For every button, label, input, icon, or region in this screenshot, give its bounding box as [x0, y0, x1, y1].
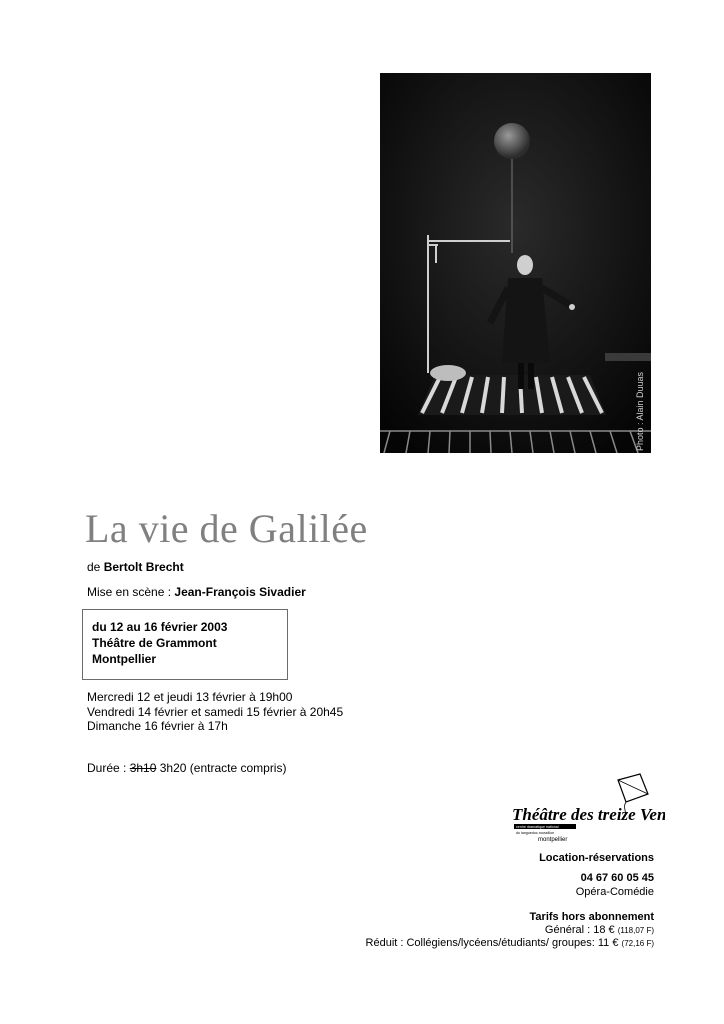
author-prefix: de	[87, 560, 101, 574]
schedule-item: Vendredi 14 février et samedi 15 février à 20h45	[87, 704, 344, 719]
price-general-label: Général : 18 €	[544, 924, 615, 936]
prices-heading: Tarifs hors abonnement	[529, 911, 654, 923]
theatre-logo	[500, 772, 665, 847]
logo-tagline-1: centre dramatique national	[516, 825, 559, 829]
duration-label: Durée :	[87, 761, 127, 775]
schedule-item: Mercredi 12 et jeudi 13 février à 19h00	[87, 690, 293, 704]
author-line	[87, 560, 184, 574]
booking-heading: Location-réservations	[539, 852, 654, 864]
director-name: Jean-François Sivadier	[174, 585, 306, 599]
price-reduced	[366, 937, 654, 949]
price-reduced-francs: (72,16 F)	[621, 939, 654, 948]
duration-old: 3h10	[129, 761, 157, 775]
venue-box	[82, 609, 288, 680]
stage-photo-image	[380, 73, 651, 453]
photo-credit: Photo : Alain Duuas	[635, 371, 645, 451]
schedule-list	[87, 690, 343, 734]
author-name: Bertolt Brecht	[103, 560, 184, 574]
performance-dates: du 12 au 16 février 2003	[92, 620, 228, 634]
production-photo	[380, 73, 651, 453]
price-reduced-label: Réduit : Collégiens/lycéens/étudiants/ groupes: 11 €	[365, 937, 619, 949]
theatre-name: Théâtre de Grammont	[92, 636, 217, 650]
booking-place: Opéra-Comédie	[575, 886, 654, 898]
city-name: Montpellier	[92, 652, 157, 666]
price-general-francs: (118,07 F)	[617, 926, 654, 935]
direction-prefix: Mise en scène :	[87, 585, 172, 599]
logo-name: Théâtre des treize Vents	[512, 805, 665, 824]
booking-phone: 04 67 60 05 45	[580, 872, 654, 884]
logo-tagline-3: montpellier	[538, 837, 568, 843]
logo-tagline-2: du languedoc-roussillon	[516, 831, 554, 835]
price-general	[545, 924, 654, 936]
schedule-item: Dimanche 16 février à 17h	[87, 719, 228, 733]
duration-new: 3h20 (entracte compris)	[159, 761, 287, 775]
duration-line	[87, 761, 286, 775]
logo-graphic	[500, 772, 665, 847]
direction-line	[87, 585, 306, 599]
page-title: La vie de Galilée	[85, 506, 368, 551]
